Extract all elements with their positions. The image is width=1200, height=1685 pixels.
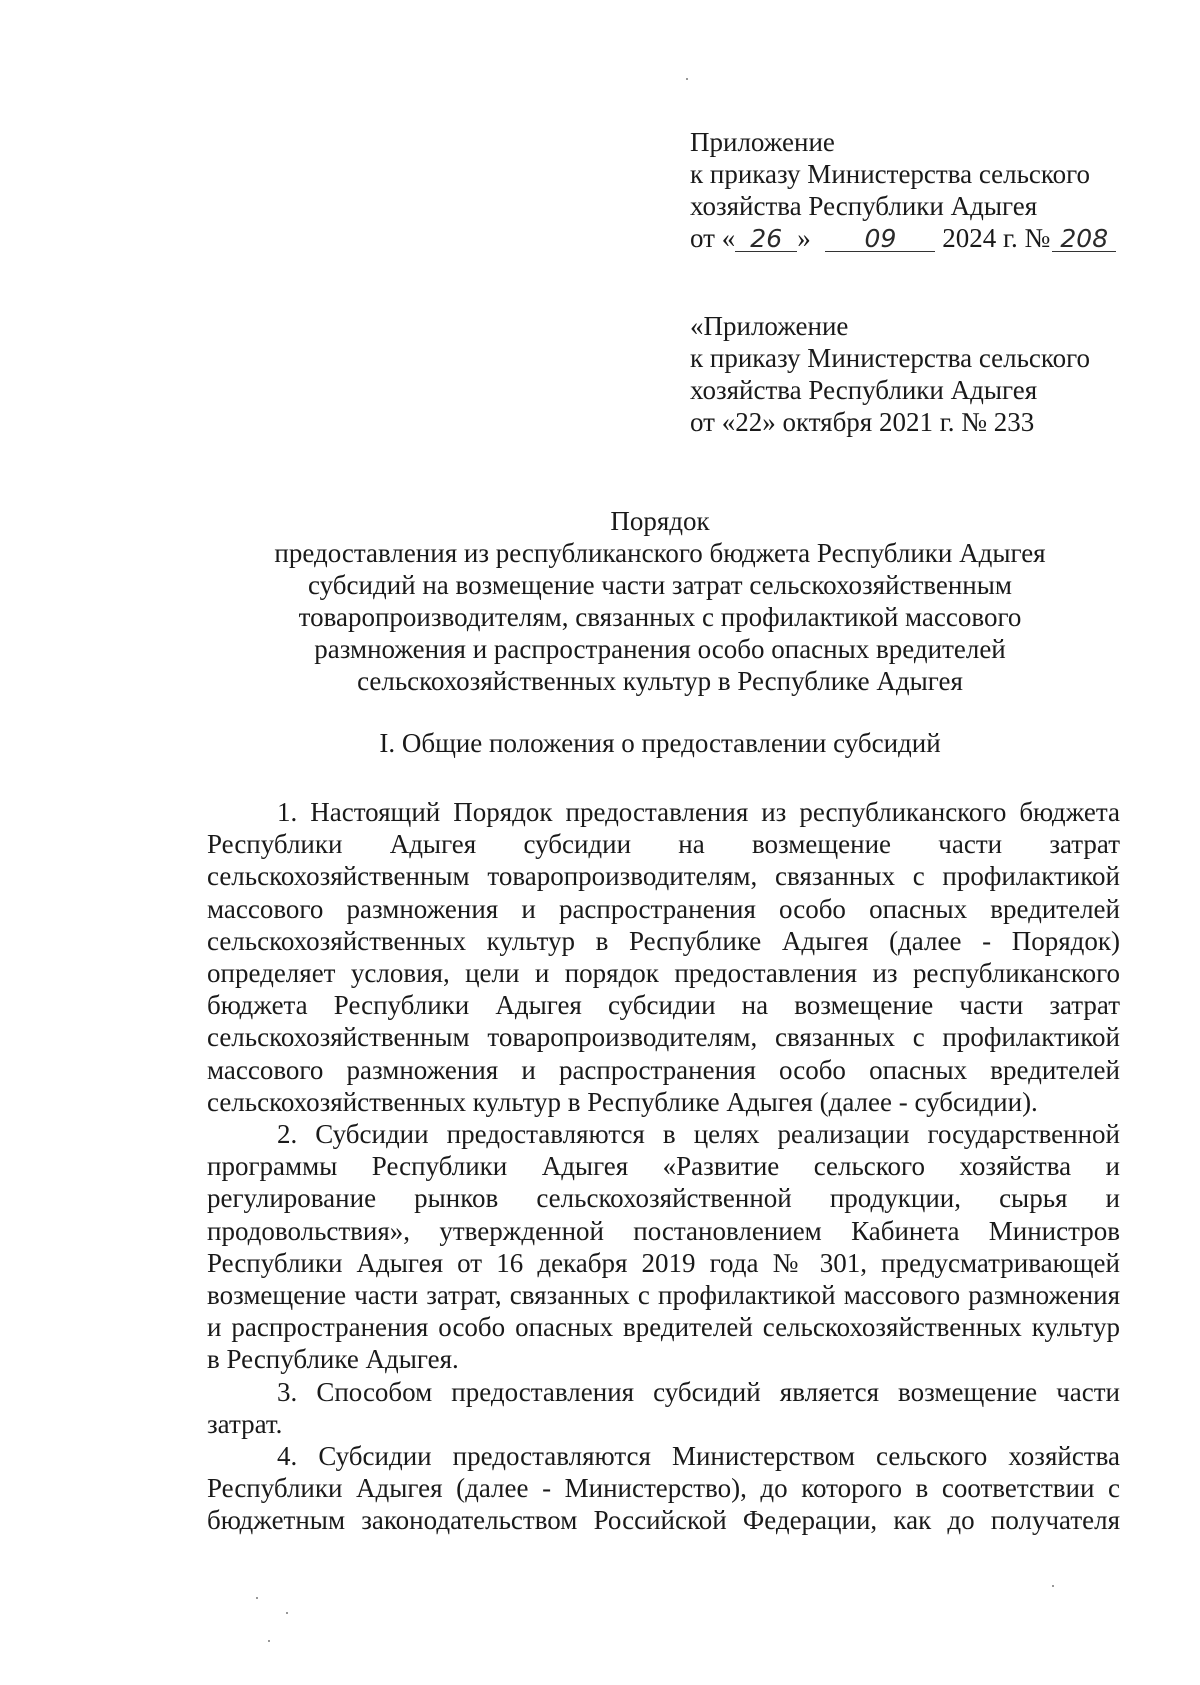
document-title-block [200,505,1120,697]
scan-speck [256,1597,258,1599]
original-approval [690,310,1170,438]
scan-speck [268,1640,270,1642]
approval-line: Приложение [690,127,835,157]
paragraph-3: 3. Способом предоставления субсидий является возмещение части затрат. [207,1376,1120,1439]
paragraph-1: 1. Настоящий Порядок предоставления из республиканского бюджета Республики Адыгея субсидии на возмещение части затрат сельскохозяйственным товаропроизводителям, связанных с профилактикой массового размножения и распространения особо опасных вредителей сельскохозяйственных культур в Республике Адыгея (далее - Порядок) определяет условия, цели и порядок предоставления из республиканского бюджета Республики Адыгея субсидии на возмещение части затрат сельскохозяйственным товаропроизводителям, связанных с профилактикой массового размножения и распространения особо опасных вредителей сельскохозяйственных культур в Республике Адыгея (далее - субсидии). [207,797,1120,1117]
handwritten-day: 26 [735,227,797,252]
document-subtitle-line: сельскохозяйственных культур в Республике Адыгея [357,666,963,696]
approval-stamp [690,126,1170,254]
original-approval-line: к приказу Министерства сельского [690,343,1091,373]
document-subtitle-line: предоставления из республиканского бюджета Республики Адыгея [274,538,1046,568]
date-year: 2024 г. № [942,223,1051,253]
original-approval-line: хозяйства Республики Адыгея [690,375,1038,405]
document-body [207,796,1120,1537]
section-heading: I. Общие положения о предоставлении субсидий [379,728,941,758]
date-close-quote: » [797,223,811,253]
handwritten-order-number: 208 [1052,227,1116,252]
document-subtitle-line: размножения и распространения особо опасных вредителей [314,634,1006,664]
document-subtitle-line: субсидий на возмещение части затрат сельскохозяйственным [308,570,1012,600]
approval-line: к приказу Министерства сельского [690,159,1091,189]
document-subtitle-line: товаропроизводителям, связанных с профилактикой массового [298,602,1022,632]
original-approval-line: от «22» октября 2021 г. № 233 [690,407,1035,437]
document-title: Порядок [610,506,710,536]
original-approval-line: «Приложение [690,311,849,341]
paragraph-2: 2. Субсидии предоставляются в целях реализации государственной программы Республики Адыгея «Развитие сельского хозяйства и регулирование рынков сельскохозяйственной продукции, сырья и продовольствия», утвержденной постановлением Кабинета Министров Республики Адыгея от 16 декабря 2019 года № 301, предусматривающей возмещение части затрат, связанных с профилактикой массового размножения и распространения особо опасных вредителей сельскохозяйственных культур в Республике Адыгея. [207,1119,1120,1375]
paragraph-4: 4. Субсидии предоставляются Министерством сельского хозяйства Республики Адыгея (далее - Министерство), до которого в соответствии с бюджетным законодательством Российской Федерации, как до получателя [207,1441,1120,1536]
scan-speck [1052,1585,1054,1587]
approval-date-line [690,222,1170,254]
date-prefix: от « [690,223,736,253]
scan-speck [286,1612,288,1614]
scan-speck [686,78,688,80]
approval-line: хозяйства Республики Адыгея [690,191,1038,221]
handwritten-month: 09 [825,227,935,252]
